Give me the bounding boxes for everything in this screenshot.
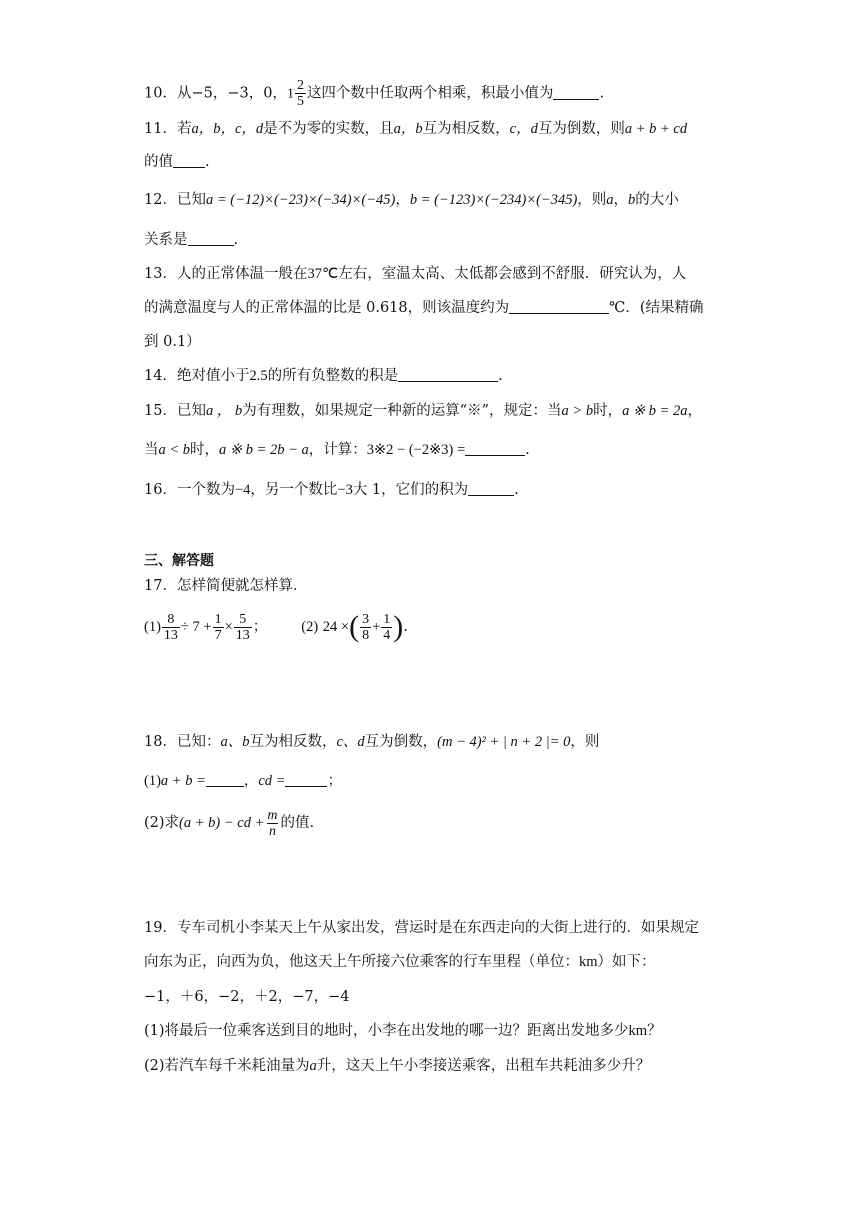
question-12-line2 — [144, 230, 238, 250]
q11-vars: a，b，c，d — [191, 121, 264, 137]
q11-vars-cd: c，d — [509, 121, 538, 137]
q18-text-b: 互为相反数， — [249, 734, 337, 750]
q13-text-a: 13．人的正常体温一般在 — [144, 266, 308, 282]
q14-text-a: 14．绝对值小于 — [144, 368, 250, 384]
q18-text-c: 互为倒数， — [364, 734, 438, 750]
q15-text-a: 15．已知 — [144, 403, 206, 419]
q10-end: . — [599, 85, 605, 102]
question-14 — [144, 366, 503, 386]
q17-part2-label: (2) — [301, 619, 319, 635]
q13-temp: 37℃ — [307, 266, 339, 282]
question-13-line3 — [144, 332, 201, 352]
q18-blank-1[interactable] — [206, 772, 244, 787]
q11-text-f: 互为倒数，则 — [537, 121, 625, 137]
q14-number: 2.5 — [249, 368, 268, 384]
question-17-title: 17．怎样简便就怎样算． — [144, 578, 308, 594]
q15-text-e: 时， — [190, 442, 220, 458]
q17-left-paren: ( — [349, 610, 360, 643]
q12-text-c: 的大小 — [635, 192, 679, 208]
q15-calculation: 3※2 − (−2※3) = — [366, 442, 466, 458]
question-11-line1 — [144, 119, 687, 139]
q17-right-paren: ) — [393, 610, 404, 643]
q17-part2-end: . — [403, 619, 408, 635]
q16-text-c: 大 1，它们的积为 — [352, 482, 469, 498]
q11-expression: a + b + cd — [624, 121, 688, 137]
q14-text-b: 的所有负整数的积是 — [267, 368, 399, 384]
q18-part2-label: (2)求 — [144, 815, 180, 831]
q15-condition-1: a > b — [561, 403, 594, 419]
question-18-part1 — [144, 771, 342, 791]
question-12-line1 — [144, 190, 679, 210]
q17-part2-lead: 24 × — [322, 619, 350, 635]
q15-vars: a ， b — [205, 403, 243, 419]
q16-number-2: −3 — [337, 482, 353, 498]
q17-op-1: ÷ 7 + — [180, 619, 212, 635]
q12-var-a: a — [606, 192, 614, 208]
q13-text-d: ℃．(结果精确 — [609, 300, 704, 316]
q15-end: . — [525, 442, 530, 458]
q15-text-f: ，计算： — [308, 442, 367, 458]
q18-part1-a: a + b = — [160, 773, 206, 789]
q14-answer-blank[interactable] — [398, 367, 498, 382]
q17-fraction-3: $\frac{5}{13}$ — [235, 611, 250, 643]
q12-comma: ， — [613, 192, 629, 208]
q16-answer-blank[interactable] — [468, 481, 514, 496]
q13-text-e: 到 0.1） — [144, 334, 201, 350]
question-15-line1 — [144, 401, 702, 421]
question-11-line2 — [144, 152, 210, 172]
q19-part1-end: ？ — [647, 1023, 662, 1039]
q13-text-b: 左右，室温太高、太低都会感到不舒服．研究认为，人 — [338, 266, 687, 282]
q12-expr-a: a = (−12)×(−23)×(−34)×(−45) — [205, 192, 396, 208]
q19-part1-text: (1)将最后一位乘客送到目的地时，小李在出发地的哪一边？距离出发地多少 — [144, 1023, 629, 1039]
q18-part1-mid: ， — [243, 773, 259, 789]
q12-sep: ， — [395, 192, 410, 208]
q16-number-1: −4 — [234, 482, 251, 498]
q15-text-end1: ， — [687, 403, 703, 419]
question-19-line1: 19．专车司机小李某天上午从家出发，营运时是在东西走向的大街上进行的．如果规定 — [144, 920, 699, 936]
q17-fraction-2: $\frac{1}{7}$ — [214, 611, 222, 643]
question-18-part2 — [144, 806, 314, 840]
question-19-part2 — [144, 1056, 650, 1076]
q19-part1-unit: km — [628, 1023, 648, 1039]
q18-part2-end: 的值. — [280, 815, 315, 831]
question-10 — [144, 78, 604, 109]
q10-text: 这四个数中任取两个相乘，积最小值为 — [306, 85, 554, 102]
q19-part2-var: a — [309, 1058, 317, 1074]
q12-var-b: b — [628, 192, 636, 208]
q18-text-d: ，则 — [570, 734, 600, 750]
q18-vars-ab: a、b — [220, 734, 250, 750]
question-13-line1 — [144, 264, 686, 284]
q19-unit: km — [579, 954, 598, 970]
q15-answer-blank[interactable] — [465, 441, 525, 456]
q12-expr-b: b = (−123)×(−234)×(−345) — [409, 192, 578, 208]
q12-text-a: 12．已知 — [144, 192, 206, 208]
q15-condition-2: a < b — [158, 442, 191, 458]
q11-answer-blank[interactable] — [173, 153, 205, 168]
q18-blank-2[interactable] — [285, 772, 327, 787]
q11-text-value: 的值 — [144, 154, 173, 170]
q18-part1-end: ； — [327, 773, 342, 789]
q16-text-a: 16．一个数为 — [144, 482, 235, 498]
q10-answer-blank[interactable] — [553, 85, 599, 100]
q15-rule-2: a ※ b = 2b − a — [219, 442, 309, 458]
q11-end: . — [205, 154, 210, 170]
q11-text-d: 互为相反数， — [422, 121, 510, 137]
question-15-line2 — [144, 440, 530, 460]
q15-text-b: 为有理数，如果规定一种新的运算“※”，规定：当 — [242, 403, 562, 419]
q15-text-d: 当 — [144, 442, 159, 458]
q10-numbers: −5，−3，0， — [191, 85, 287, 102]
q17-op-3: + — [372, 619, 381, 635]
q12-end: . — [233, 232, 239, 248]
q16-end: . — [514, 482, 519, 498]
q11-vars-ab: a，b — [393, 121, 423, 137]
q18-expression: (m − 4)² + | n + 2 |= 0 — [437, 734, 571, 750]
q10-mixed-whole: 1 — [286, 86, 294, 102]
q11-text-b: 是不为零的实数，且 — [263, 121, 394, 137]
q12-answer-blank[interactable] — [188, 231, 234, 246]
q11-text-a: 11．若 — [144, 121, 192, 137]
q19-text-a: 向东为正，向西为负，他这天上午所接六位乘客的行车里程（单位： — [144, 954, 579, 970]
q17-part1-end: ； — [252, 619, 268, 635]
q13-answer-blank[interactable] — [509, 299, 609, 314]
question-18-line1 — [144, 732, 599, 752]
q19-part2-text-a: (2)若汽车每千米耗油量为 — [144, 1058, 310, 1074]
q13-text-c: 的满意温度与人的正常体温的比是 0.618，则该温度约为 — [144, 300, 510, 316]
question-19-part1 — [144, 1021, 662, 1041]
q14-end: . — [498, 368, 503, 384]
q17-op-2: × — [224, 619, 233, 635]
q12-text-relation: 关系是 — [144, 232, 188, 248]
q17-fraction-5: $\frac{1}{4}$ — [383, 611, 391, 643]
q10-fraction: $\frac{2}{5}$ — [296, 78, 304, 109]
question-16 — [144, 480, 519, 500]
q18-part1-b: cd = — [258, 773, 286, 789]
q17-part1-label: (1) — [144, 619, 161, 635]
q16-text-b: ，另一个数比 — [250, 482, 338, 498]
question-13-line2 — [144, 298, 704, 318]
q19-part2-text-b: 升，这天上午小李接送乘客，出租车共耗油多少升？ — [316, 1058, 651, 1074]
q17-fraction-1: $\frac{8}{13}$ — [163, 611, 178, 643]
q18-part1-label: (1) — [144, 773, 161, 789]
question-19-line2 — [144, 952, 656, 972]
q18-fraction: $\frac{m}{n}$ — [267, 807, 278, 839]
question-19-values: −1，＋6，−2，＋2，−7，−4 — [144, 989, 350, 1005]
q10-prefix: 10．从 — [144, 85, 192, 102]
q15-text-c: 时， — [593, 403, 623, 419]
q18-vars-cd: c、d — [336, 734, 365, 750]
q18-text-a: 18．已知： — [144, 734, 221, 750]
question-17-parts — [144, 610, 408, 644]
section-heading: 三、解答题 — [144, 553, 214, 569]
q17-fraction-4: $\frac{3}{8}$ — [362, 611, 370, 643]
q15-rule-1: a ※ b = 2a — [622, 403, 688, 419]
q12-text-b: ，则 — [577, 192, 607, 208]
q19-text-b: ）如下： — [597, 954, 656, 970]
q18-part2-expr: (a + b) − cd + — [179, 815, 265, 831]
